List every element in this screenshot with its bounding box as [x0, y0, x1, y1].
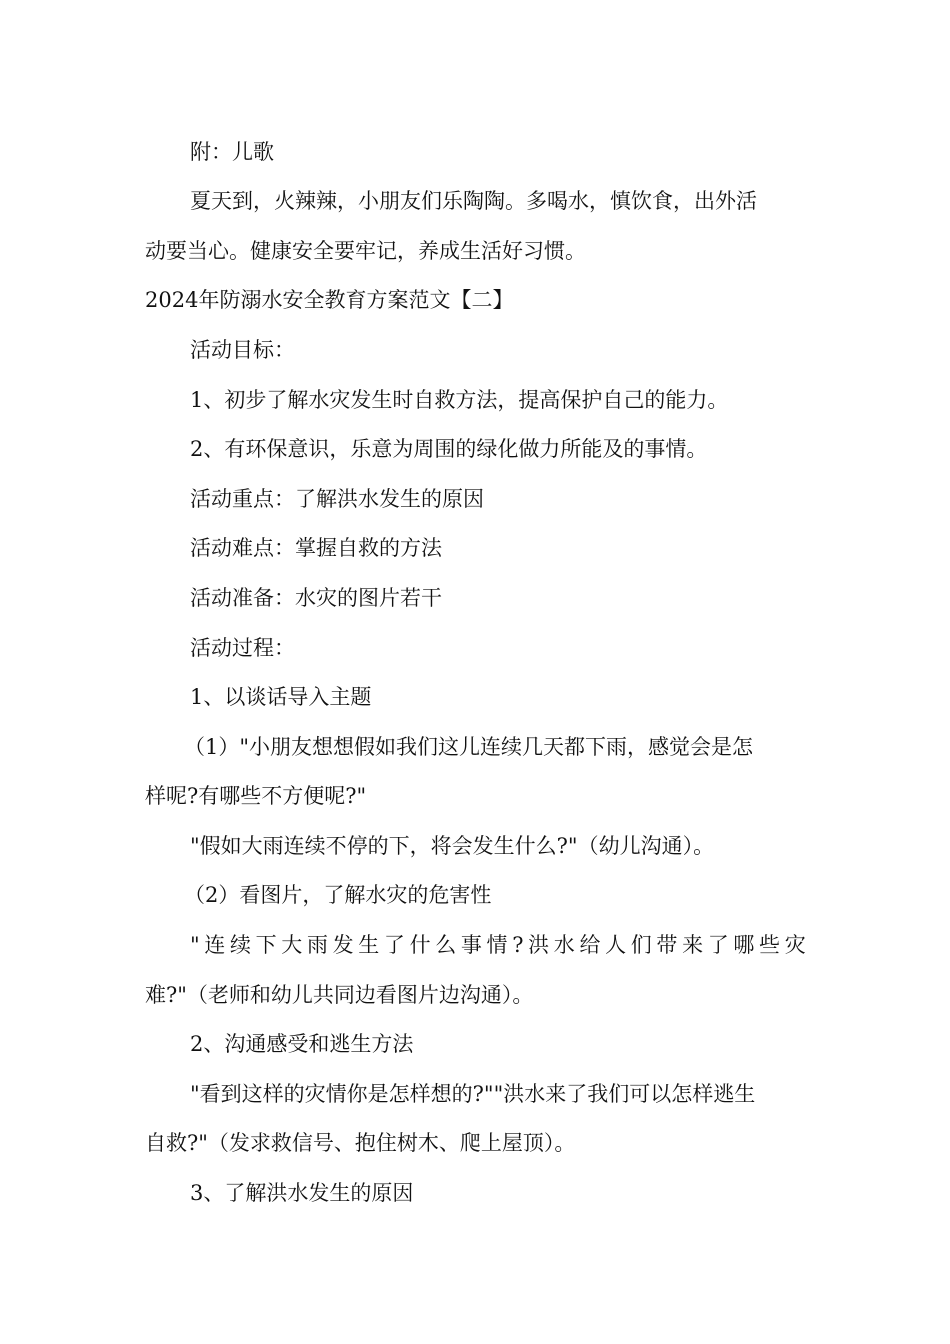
character: 什	[409, 933, 431, 957]
paragraph-line: 活动难点：掌握自救的方法	[190, 536, 442, 560]
paragraph-line: 活动准备：水灾的图片若干	[190, 586, 442, 610]
character: 了	[383, 933, 405, 957]
character: 水	[553, 933, 575, 957]
character: 事	[460, 933, 482, 957]
paragraph-line: 活动目标：	[190, 338, 295, 362]
character: 了	[707, 933, 729, 957]
justified-paragraph-line	[190, 930, 806, 960]
character: 些	[759, 933, 781, 957]
character: 雨	[306, 933, 328, 957]
paragraph-line: 动要当心。健康安全要牢记，养成生活好习惯。	[145, 239, 586, 263]
character: ?	[512, 933, 524, 957]
paragraph-line: 活动重点：了解洪水发生的原因	[190, 487, 484, 511]
character: 洪	[528, 933, 550, 957]
character: 下	[255, 933, 277, 957]
paragraph-line: 自救?"（发求救信号、抱住树木、爬上屋顶）。	[145, 1131, 576, 1155]
character: 发	[332, 933, 354, 957]
paragraph-line: 难?"（老师和幼儿共同边看图片边沟通）。	[145, 983, 534, 1007]
character: 灾	[784, 933, 806, 957]
character: 情	[486, 933, 508, 957]
character: 生	[358, 933, 380, 957]
paragraph-line: 1、以谈话导入主题	[190, 685, 372, 709]
section-heading: 2024年防溺水安全教育方案范文【二】	[145, 288, 514, 312]
character: 带	[656, 933, 678, 957]
character: 大	[281, 933, 303, 957]
paragraph-line: 2、有环保意识，乐意为周围的绿化做力所能及的事情。	[190, 437, 708, 461]
character: 来	[682, 933, 704, 957]
character: 么	[435, 933, 457, 957]
paragraph-line: "看到这样的灾情你是怎样想的?""洪水来了我们可以怎样逃生	[190, 1082, 756, 1106]
paragraph-line: 2、沟通感受和逃生方法	[190, 1032, 414, 1056]
paragraph-line: 1、初步了解水灾发生时自救方法，提高保护自己的能力。	[190, 388, 729, 412]
paragraph-line: 活动过程：	[190, 636, 295, 660]
appendix-heading: 附：儿歌	[190, 140, 274, 164]
paragraph-line: （2）看图片，了解水灾的危害性	[184, 883, 492, 907]
character: 给	[579, 933, 601, 957]
character: 连	[204, 933, 226, 957]
character: 人	[605, 933, 627, 957]
paragraph-line: 3、了解洪水发生的原因	[190, 1181, 414, 1205]
character: 续	[229, 933, 251, 957]
character: 哪	[733, 933, 755, 957]
paragraph-line: "假如大雨连续不停的下，将会发生什么?"（幼儿沟通）。	[190, 834, 715, 858]
paragraph-line: （1）"小朋友想想假如我们这儿连续几天都下雨，感觉会是怎	[184, 735, 754, 759]
paragraph-line: 夏天到，火辣辣，小朋友们乐陶陶。多喝水，慎饮食，出外活	[190, 189, 757, 213]
character: "	[190, 933, 200, 957]
character: 们	[630, 933, 652, 957]
paragraph-line: 样呢?有哪些不方便呢?"	[145, 784, 367, 808]
